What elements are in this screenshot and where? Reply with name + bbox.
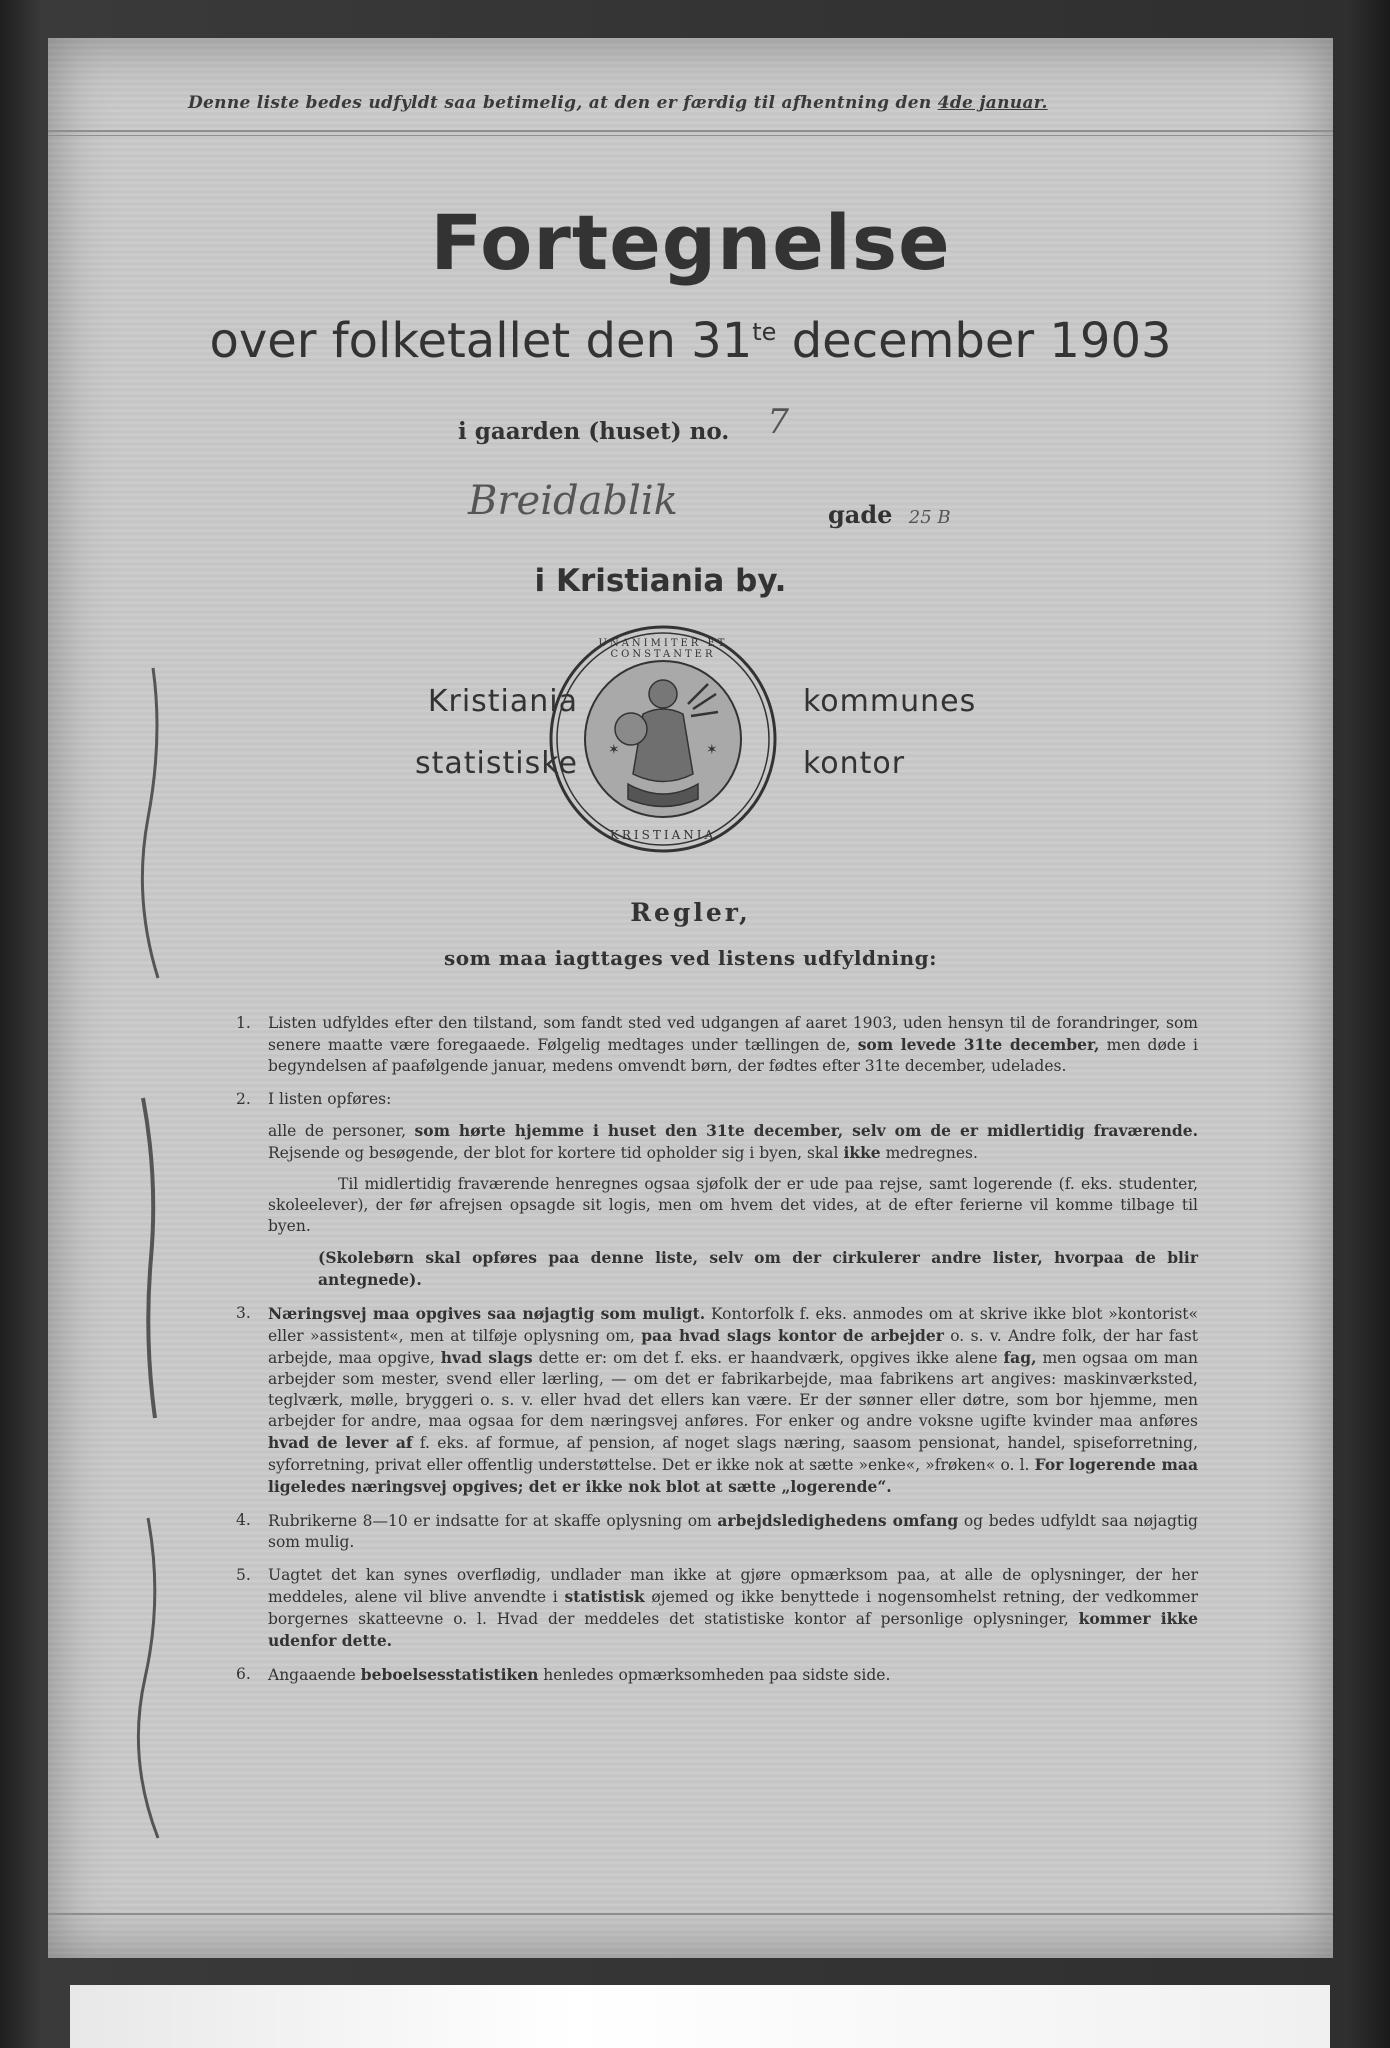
margin-handwriting [103, 658, 203, 1938]
office-right-line1: kommunes [803, 684, 977, 719]
divider-rule [48, 130, 1333, 132]
rules-list [188, 1013, 1198, 1698]
rule-number: 6. [236, 1665, 251, 1683]
street-name-handwritten: Breidablik [468, 478, 678, 524]
rule-text: dette er: om det f. eks. er haandværk, opgives ikke alene [538, 1349, 998, 1367]
rule-item-6 [188, 1664, 1198, 1686]
rule-emphasis: Næringsvej maa opgives saa nøjagtig som muligt. [268, 1304, 706, 1323]
office-left-line1: Kristiania [427, 684, 578, 719]
gade-label: gade [828, 500, 893, 529]
rule-emphasis: som levede 31te december, [857, 1035, 1100, 1054]
deadline-date: 4de januar. [937, 93, 1048, 113]
rule-emphasis: kommer ikke udenfor dette. [268, 1609, 1198, 1650]
rule-number: 1. [236, 1014, 251, 1032]
subtitle-pre: over folketallet den 31 [209, 313, 753, 369]
rule-text: f. eks. af formue, af pension, af noget slags næring, saasom pensionat, handel, spiseforretning, syforretning, privat eller offentlig understøttelse. Det er ikke nok at sætte »enke«, »frøken« o. l. [268, 1434, 1198, 1474]
rule-text: Uagtet det kan synes overflødig, undlader man ikke at gjøre opmærksom paa, at alle de oplysninger, der her meddeles, alene vil blive anvendte i [268, 1566, 1198, 1606]
rule-emphasis: som hørte hjemme i huset den 31te december, selv om de er midlertidig fraværende. [414, 1121, 1198, 1140]
rule-emphasis: arbejdsledighedens omfang [717, 1511, 959, 1530]
rule-text: Listen udfyldes efter den tilstand, som fandt sted ved udgangen af aaret 1903, uden hensyn til de forandringer, som senere maatte være foregaaede. Følgelig medtages under tællingen de, [268, 1014, 1198, 1054]
rule-emphasis: beboelsesstatistiken [360, 1665, 539, 1684]
rules-subheading: som maa iagttages ved listens udfyldning: [443, 946, 938, 970]
house-number-label: i gaarden (huset) no. [458, 418, 730, 445]
rule-item-4 [188, 1510, 1198, 1553]
gade-line [828, 500, 951, 529]
rule-number: 5. [236, 1566, 251, 1584]
rule-text: henledes opmærksomheden paa sidste side. [543, 1666, 891, 1684]
census-form-page [48, 38, 1333, 1958]
seal-city: KRISTIANIA [609, 828, 717, 842]
rule-text: Angaaende [268, 1666, 356, 1684]
rule-emphasis: hvad de lever af [268, 1433, 413, 1452]
rule-emphasis: For logerende maa ligeledes næringsvej opgives; det er ikke nok blot at sætte „logerende“. [268, 1455, 1198, 1496]
divider-rule [48, 135, 1333, 136]
rule-text: I listen opføres: [268, 1090, 392, 1108]
top-instruction-text: Denne liste bedes udfyldt saa betimelig, at den er færdig til afhentning den [188, 93, 932, 113]
rule-emphasis: statistisk [564, 1587, 645, 1606]
rule-item-1 [188, 1013, 1198, 1077]
rule-item-3 [188, 1303, 1198, 1498]
page-title: Fortegnelse [430, 198, 951, 287]
rule-emphasis: (Skolebørn skal opføres paa denne liste, selv om der cirkulerer andre lister, hvorpaa de blir antegnede). [318, 1248, 1198, 1289]
rule-text: Rejsende og besøgende, der blot for kortere tid opholder sig i byen, skal [268, 1144, 839, 1162]
house-number-value: 7 [767, 402, 789, 442]
divider-rule [48, 1913, 1333, 1915]
rule-item-5 [188, 1565, 1198, 1652]
rule-text: o. s. v. Andre folk, der har fast arbejde, maa opgive, [268, 1327, 1198, 1367]
rule-text: Rubrikerne 8—10 er indsatte for at skaffe oplysning om [268, 1512, 712, 1530]
rules-heading: Regler, [630, 898, 751, 927]
rule-text: Til midlertidig fraværende henregnes ogsaa sjøfolk der er ude paa rejse, samt logerende (f. eks. studenter, skoleelever), der før afrejsen opsagde sit logis, men om hvem det vides, at de efter ferierne vil komme tilbage til byen. [268, 1175, 1198, 1235]
office-right-line2: kontor [803, 746, 906, 781]
city-line: i Kristiania by. [534, 563, 787, 599]
house-number-line [458, 402, 789, 448]
svg-text:✶: ✶ [706, 742, 718, 758]
rule-text: medregnes. [885, 1144, 978, 1162]
rule-text: Kontorfolk f. eks. anmodes om at skrive ikke blot »kontorist« eller »assistent«, men at tilføje oplysning om, [268, 1305, 1198, 1345]
rule-text: øjemed og ikke benyttede i nogensomhelst retning, der vedkommer borgernes skatteevne o. l. Hvad der meddeles det statistiske kontor af personlige oplysninger, [268, 1588, 1198, 1628]
rule-text: alle de personer, [268, 1122, 406, 1140]
top-instruction [188, 93, 1198, 113]
subtitle-post: december 1903 [776, 313, 1172, 369]
office-left-line2: statistiske [415, 746, 578, 781]
rule-emphasis: ikke [843, 1143, 881, 1162]
rule-text: og bedes udfyldt saa nøjagtig som mulig. [268, 1512, 1198, 1551]
svg-text:✶: ✶ [608, 742, 620, 758]
city-seal [548, 624, 778, 854]
rule-text: men ogsaa om man arbejder som mester, svend eller lærling, — om det er fabrikarbejde, maa fabrikens art angives: maskinværksted, teglværk, mølle, bryggeri o. s. v. eller hvad det ellers kan være. Er der sønner eller døtre, som bor hjemme, men arbejder for andre, maa ogsaa for dem næringsvej anføres. For enker og andre voksne ugifte kvinder maa anføres [268, 1349, 1198, 1430]
rule-emphasis: paa hvad slags kontor de arbejder [641, 1326, 944, 1345]
rule-item-2 [188, 1089, 1198, 1291]
rule-emphasis: hvad slags [440, 1348, 533, 1367]
subtitle-sup: te [752, 318, 777, 346]
seal-motto: UNANIMITER ET CONSTANTER [598, 638, 728, 660]
rule-emphasis: fag, [1003, 1348, 1037, 1367]
rule-number: 2. [236, 1090, 251, 1108]
scan-glare [70, 1985, 1330, 2048]
gade-number: 25 B [908, 507, 951, 528]
page-subtitle [48, 313, 1333, 369]
rule-text: men døde i begyndelsen af paafølgende januar, medens omvendt børn, der fødtes efter 31te december, udelades. [268, 1036, 1198, 1075]
rule-number: 3. [236, 1304, 251, 1322]
rule-number: 4. [236, 1511, 251, 1529]
